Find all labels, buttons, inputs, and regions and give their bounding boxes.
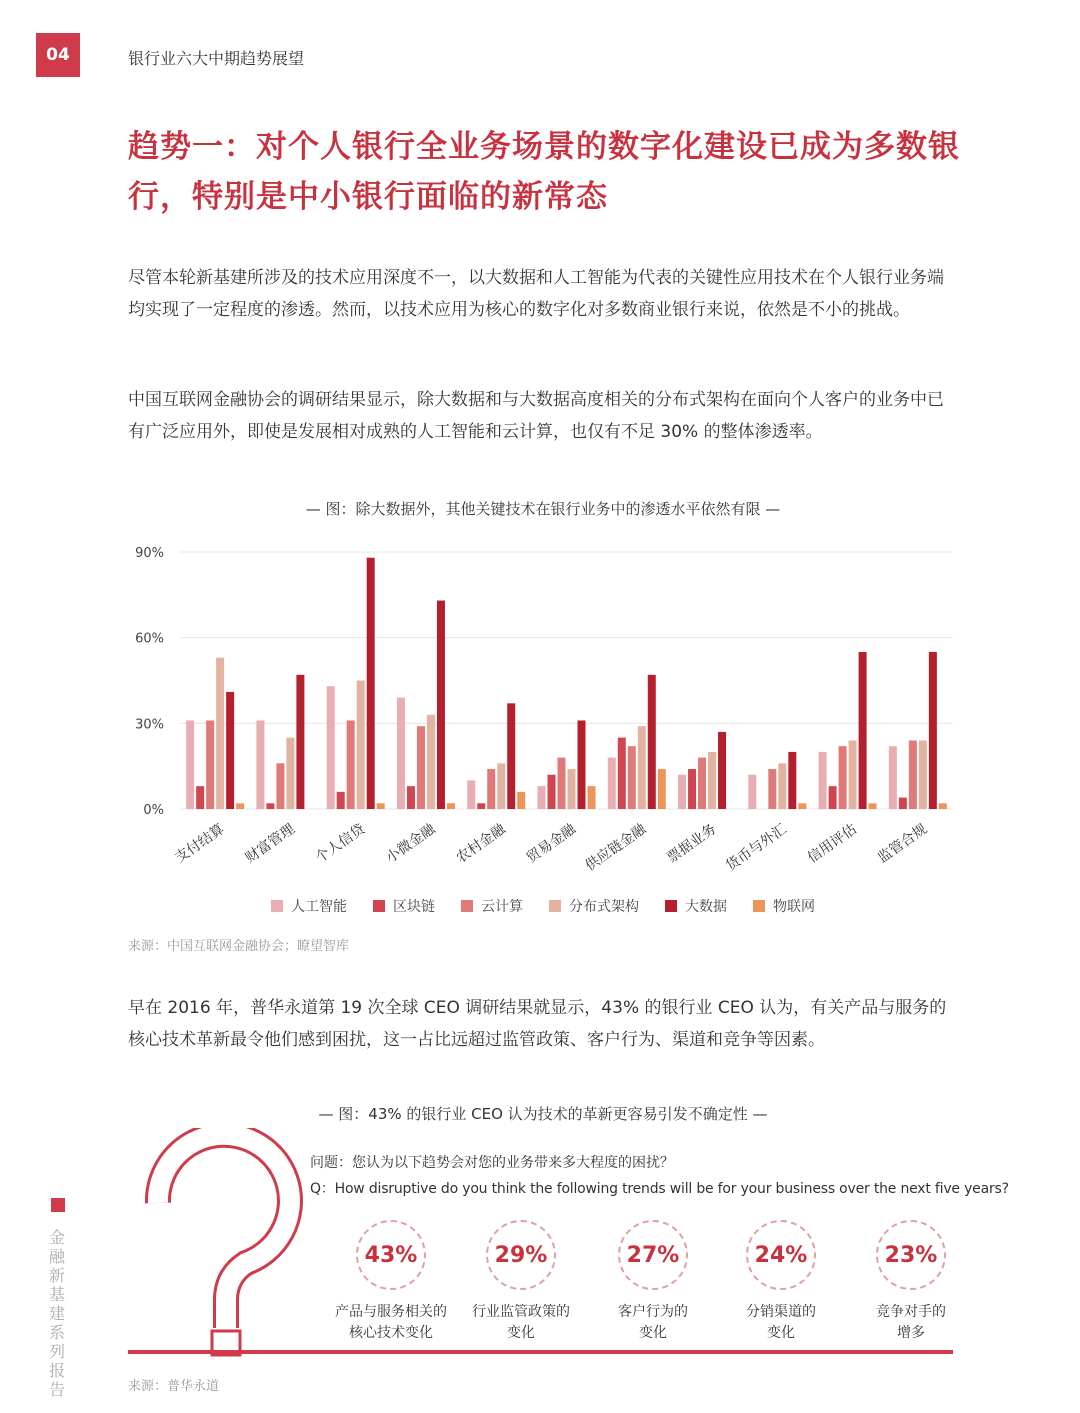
- bar: [688, 769, 696, 809]
- bar: [768, 769, 776, 809]
- bar: [517, 792, 525, 809]
- x-tick-label: 个人信贷: [312, 821, 368, 867]
- stat-label: 行业监管政策的 变化: [472, 1304, 570, 1341]
- bar: [608, 758, 616, 809]
- paragraph-3: 早在 2016 年，普华永道第 19 次全球 CEO 调研结果就显示，43% 的银行业 CEO 认为，有关产品与服务的核心技术革新最令他们感到困扰，这一占比远超过监管政策、客户行为、渠道和竞争等因素。: [128, 998, 947, 1050]
- y-tick-label: 0%: [143, 803, 164, 818]
- x-tick-label: 贸易金融: [523, 821, 579, 867]
- figure-2-source: 来源：普华永道: [128, 1379, 220, 1394]
- legend-label: 区块链: [393, 899, 435, 915]
- stat-value: 27%: [618, 1220, 688, 1290]
- y-tick-label: 90%: [135, 546, 164, 561]
- bar: [497, 763, 505, 809]
- bar: [578, 720, 586, 809]
- legend-label: 大数据: [685, 899, 727, 915]
- bar: [206, 720, 214, 809]
- sidebar-marker: [51, 1198, 65, 1212]
- section-title: 银行业六大中期趋势展望: [128, 49, 305, 68]
- legend-swatch: [753, 900, 765, 912]
- bar: [638, 726, 646, 809]
- figure-1-source: 来源：中国互联网金融协会；瞭望智库: [128, 939, 350, 954]
- bar: [487, 769, 495, 809]
- bar-chart: [128, 535, 958, 890]
- bar: [196, 786, 204, 809]
- x-tick-label: 信用评估: [804, 821, 860, 867]
- bar: [548, 775, 556, 809]
- legend-swatch: [271, 900, 283, 912]
- x-tick-label: 支付结算: [172, 821, 228, 867]
- page-number-badge: 04: [36, 33, 80, 77]
- bar: [477, 803, 485, 809]
- x-tick-label: 货币与外汇: [723, 821, 790, 875]
- bar: [558, 758, 566, 809]
- bar: [296, 675, 304, 809]
- bar: [407, 786, 415, 809]
- bar: [367, 558, 375, 809]
- legend-label: 分布式架构: [569, 899, 639, 915]
- legend-swatch: [549, 900, 561, 912]
- bar: [447, 803, 455, 809]
- bar: [718, 732, 726, 809]
- bar: [377, 803, 385, 809]
- legend-swatch: [665, 900, 677, 912]
- bar: [226, 692, 234, 809]
- bar: [919, 740, 927, 809]
- x-tick-label: 供应链金融: [582, 821, 650, 875]
- stat-label: 竞争对手的 增多: [876, 1304, 946, 1341]
- stat-value: 23%: [876, 1220, 946, 1290]
- legend-swatch: [461, 900, 473, 912]
- bar: [929, 652, 937, 809]
- page-title: 趋势一：对个人银行全业务场景的数字化建设已成为多数银行，特别是中小银行面临的新常态: [128, 129, 960, 215]
- bar: [909, 740, 917, 809]
- bar: [839, 746, 847, 809]
- stat-label: 分销渠道的 变化: [746, 1304, 816, 1341]
- bar: [819, 752, 827, 809]
- figure-2-title: — 图：43% 的银行业 CEO 认为技术的革新更容易引发不确定性 —: [318, 1105, 768, 1123]
- stat-item: [446, 1220, 596, 1344]
- bar: [778, 763, 786, 809]
- stat-value: 43%: [356, 1220, 426, 1290]
- bar: [186, 720, 194, 809]
- bar: [236, 803, 244, 809]
- stat-label: 客户行为的 变化: [618, 1304, 688, 1341]
- bar: [276, 763, 284, 809]
- bar: [397, 698, 405, 809]
- bar: [286, 738, 294, 809]
- bar: [588, 786, 596, 809]
- bar: [357, 681, 365, 810]
- bar: [798, 803, 806, 809]
- bar: [658, 769, 666, 809]
- bar: [849, 740, 857, 809]
- question-english: Q：How disruptive do you think the following trends will be for your business over the next five years?: [310, 1181, 1009, 1197]
- x-tick-label: 农村金融: [453, 821, 509, 867]
- bar: [869, 803, 877, 809]
- bar: [648, 675, 656, 809]
- legend-item: [271, 896, 347, 916]
- bar: [628, 746, 636, 809]
- legend-item: [753, 896, 815, 916]
- legend-label: 云计算: [481, 899, 523, 915]
- stat-item: [706, 1220, 856, 1344]
- bar: [327, 686, 335, 809]
- bar: [437, 601, 445, 809]
- bar: [337, 792, 345, 809]
- x-tick-label: 票据业务: [664, 821, 720, 867]
- legend-label: 物联网: [773, 899, 815, 915]
- stat-value: 29%: [486, 1220, 556, 1290]
- stat-label: 产品与服务相关的 核心技术变化: [335, 1304, 447, 1341]
- x-tick-label: 监管合规: [875, 821, 931, 867]
- question-mark-graphic: [128, 1128, 318, 1358]
- bar: [708, 752, 716, 809]
- legend-swatch: [373, 900, 385, 912]
- legend-label: 人工智能: [291, 899, 347, 915]
- paragraph-1: 尽管本轮新基建所涉及的技术应用深度不一，以大数据和人工智能为代表的关键性应用技术在个人银行业务端均实现了一定程度的渗透。然而，以技术应用为核心的数字化对多数商业银行来说，依然是不小的挑战。: [128, 268, 944, 320]
- y-tick-label: 30%: [135, 717, 164, 733]
- figure-1-title: — 图：除大数据外，其他关键技术在银行业务中的渗透水平依然有限 —: [305, 500, 781, 518]
- bar: [618, 738, 626, 809]
- bar: [256, 720, 264, 809]
- bar: [266, 803, 274, 809]
- bar: [678, 775, 686, 809]
- bar: [568, 769, 576, 809]
- paragraph-2: 中国互联网金融协会的调研结果显示，除大数据和与大数据高度相关的分布式架构在面向个人客户的业务中已有广泛应用外，即使是发展相对成熟的人工智能和云计算，也仅有不足 30% 的整体渗透率。: [128, 390, 944, 442]
- bar: [347, 720, 355, 809]
- bar: [889, 746, 897, 809]
- bar: [748, 775, 756, 809]
- stat-item: [836, 1220, 986, 1344]
- bar: [427, 715, 435, 809]
- legend-item: [549, 896, 639, 916]
- question-chinese: 问题：您认为以下趋势会对您的业务带来多大程度的困扰？: [310, 1155, 674, 1171]
- chart-legend: [128, 896, 958, 916]
- legend-item: [461, 896, 523, 916]
- bar: [507, 703, 515, 809]
- bar: [538, 786, 546, 809]
- bar: [698, 758, 706, 809]
- bar: [899, 798, 907, 809]
- legend-item: [373, 896, 435, 916]
- x-tick-label: 财富管理: [242, 821, 298, 867]
- bottom-divider: [128, 1350, 953, 1354]
- bar: [788, 752, 796, 809]
- bar: [829, 786, 837, 809]
- y-tick-label: 60%: [135, 631, 164, 647]
- bar: [859, 652, 867, 809]
- legend-item: [665, 896, 727, 916]
- bar: [417, 726, 425, 809]
- sidebar-series-title: 金融新基建系列报告: [49, 1228, 66, 1399]
- bar: [467, 780, 475, 809]
- x-tick-label: 小微金融: [383, 821, 439, 867]
- bar: [216, 658, 224, 809]
- bar: [939, 803, 947, 809]
- stat-value: 24%: [746, 1220, 816, 1290]
- stat-item: [316, 1220, 466, 1344]
